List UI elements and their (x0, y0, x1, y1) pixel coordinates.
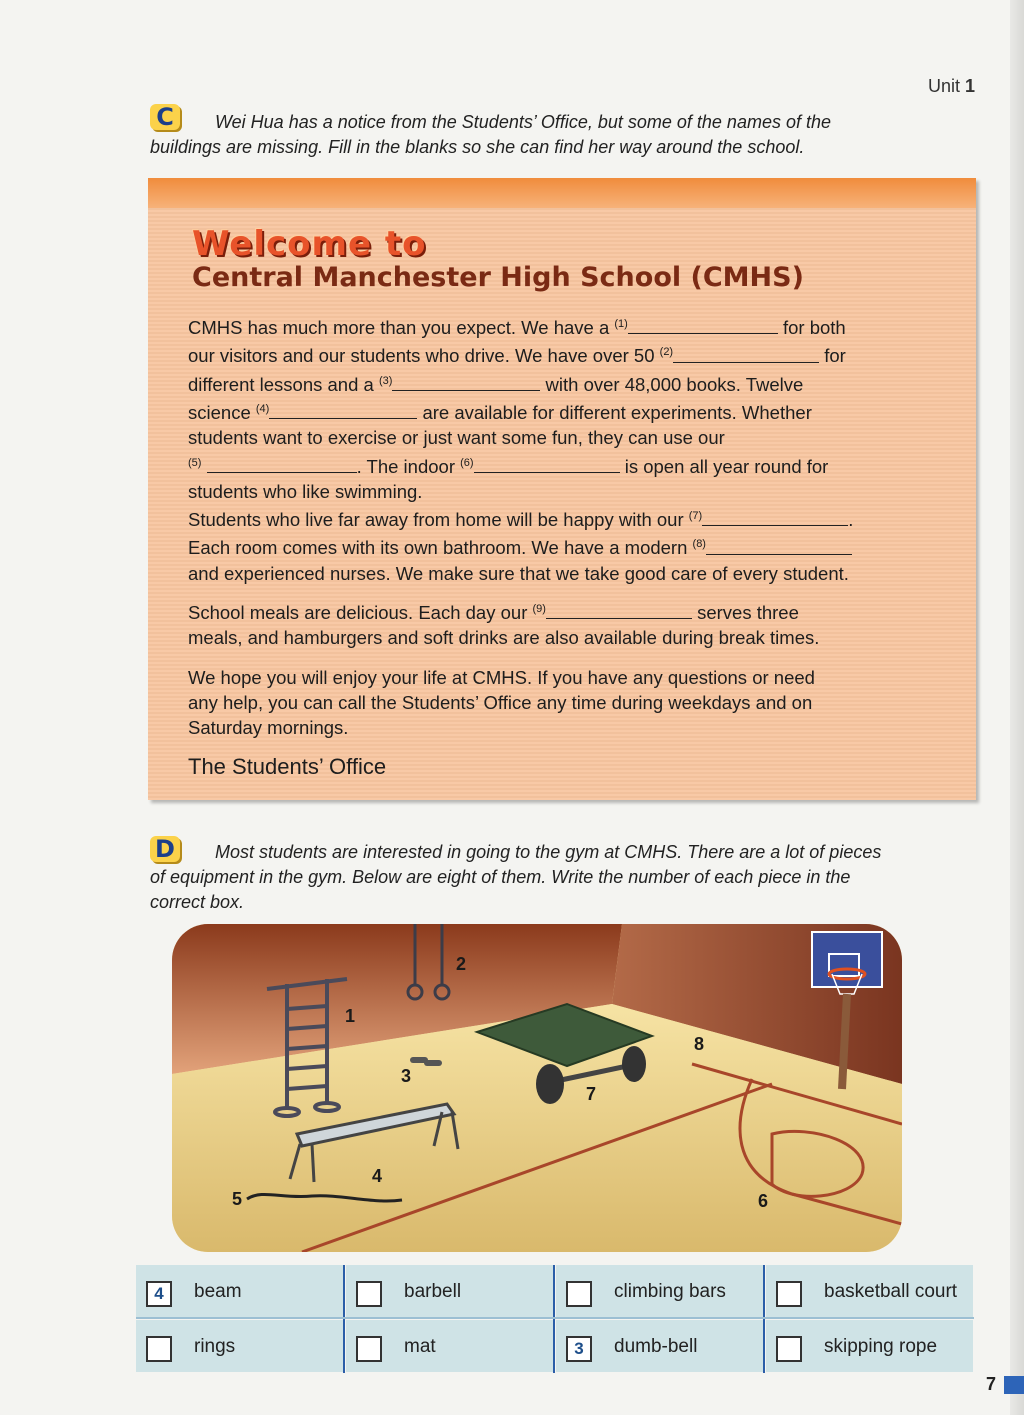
table-divider (136, 1317, 974, 1319)
blank-9[interactable] (546, 602, 692, 619)
answer-box[interactable]: 4 (146, 1281, 172, 1307)
section-c-instruction-line1: Wei Hua has a notice from the Students’ Office, but some of the names of the (215, 112, 831, 132)
illustration-number-1: 1 (345, 1006, 356, 1026)
notice-welcome-heading: Welcome to (192, 224, 427, 264)
equipment-label: beam (194, 1281, 242, 1302)
table-cell (136, 1320, 343, 1372)
table-cell (346, 1265, 553, 1317)
table-cell (766, 1320, 973, 1372)
table-divider (763, 1265, 765, 1373)
answer-box[interactable] (356, 1281, 382, 1307)
answer-box[interactable] (566, 1281, 592, 1307)
notice-signature: The Students’ Office (188, 754, 387, 779)
section-c-instruction-line2: buildings are missing. Fill in the blanks so she can find her way around the school. (150, 137, 805, 157)
table-divider (343, 1265, 345, 1373)
equipment-label: basketball court (824, 1281, 958, 1302)
notice-box (148, 178, 976, 800)
answer-box[interactable]: 3 (566, 1336, 592, 1362)
illustration-number-6: 6 (758, 1191, 769, 1211)
section-d-badge: D (150, 836, 180, 862)
notice-paragraph-3: School meals are delicious. Each day our $^{(9)}$ serves three meals, and hamburgers and soft drinks are also available during break times. (188, 602, 820, 649)
section-d-instruction-line2: of equipment in the gym. Below are eight of them. Write the number of each piece in the (150, 867, 851, 887)
equipment-label: climbing bars (614, 1281, 726, 1302)
page-number: 7 (986, 1374, 997, 1394)
equipment-table (136, 1265, 974, 1373)
unit-label: Unit 1 (928, 76, 976, 96)
answer-box[interactable] (356, 1336, 382, 1362)
blank-2[interactable] (673, 346, 819, 363)
table-cell (136, 1265, 343, 1317)
illustration-number-2: 2 (456, 954, 467, 974)
illustration-number-7: 7 (586, 1084, 597, 1104)
illustration-number-4: 4 (372, 1166, 383, 1186)
gym-illustration (172, 924, 902, 1252)
blank-5[interactable] (207, 456, 357, 473)
blank-4[interactable] (269, 402, 417, 419)
answer-box[interactable] (776, 1281, 802, 1307)
notice-paragraph-2: Students who live far away from home will be happy with our $^{(7)}$ . Each room comes with its own bathroom. We have a modern $^{(8)}$ and experienced nurses. We make sure that we take good care of every student. (188, 509, 854, 584)
table-cell (556, 1320, 763, 1372)
section-d-instruction-line3: correct box. (150, 892, 245, 912)
notice-paragraph-4: We hope you will enjoy your life at CMHS. If you have any questions or need any help, you can call the Students’ Office any time during weekdays and on Saturday mornings. (188, 667, 815, 739)
table-cell (766, 1265, 973, 1317)
illustration-number-3: 3 (401, 1066, 412, 1086)
answer-box[interactable] (146, 1336, 172, 1362)
equipment-label: rings (194, 1336, 236, 1357)
table-cell (556, 1265, 763, 1317)
illustration-number-5: 5 (232, 1189, 243, 1209)
blank-8[interactable] (706, 538, 852, 555)
blank-7[interactable] (702, 509, 848, 526)
notice-header-bar (148, 178, 976, 208)
table-divider (553, 1265, 555, 1373)
table-cell (346, 1320, 553, 1372)
page-number-marker (1004, 1376, 1024, 1394)
blank-3[interactable] (392, 374, 540, 391)
answer-box[interactable] (776, 1336, 802, 1362)
illustration-number-8: 8 (694, 1034, 705, 1054)
section-c-badge: C (150, 104, 180, 130)
page-edge (1010, 0, 1024, 1415)
blank-6[interactable] (474, 456, 620, 473)
notice-paragraph-1: CMHS has much more than you expect. We have a $^{(1)}$ for both our visitors and our students who drive. We have over 50 $^{(2)}$ for different lessons and a $^{(3)}$ with over 48,000 books. Twelve science $^{(4)}$ are available for different experiments. Whether students want to exercise or just want some fun, they can use our $^{(5)}$ . The indoor $^{(6)}$ is open all year round for students who like swimming. (188, 317, 846, 502)
equipment-label: mat (404, 1336, 436, 1357)
section-d-instruction-line1: Most students are interested in going to the gym at CMHS. There are a lot of pieces (215, 842, 882, 862)
equipment-label: dumb-bell (614, 1336, 698, 1357)
blank-1[interactable] (628, 317, 778, 334)
equipment-label: skipping rope (824, 1336, 938, 1357)
notice-school-name: Central Manchester High School (CMHS) (192, 262, 804, 293)
equipment-label: barbell (404, 1281, 462, 1302)
